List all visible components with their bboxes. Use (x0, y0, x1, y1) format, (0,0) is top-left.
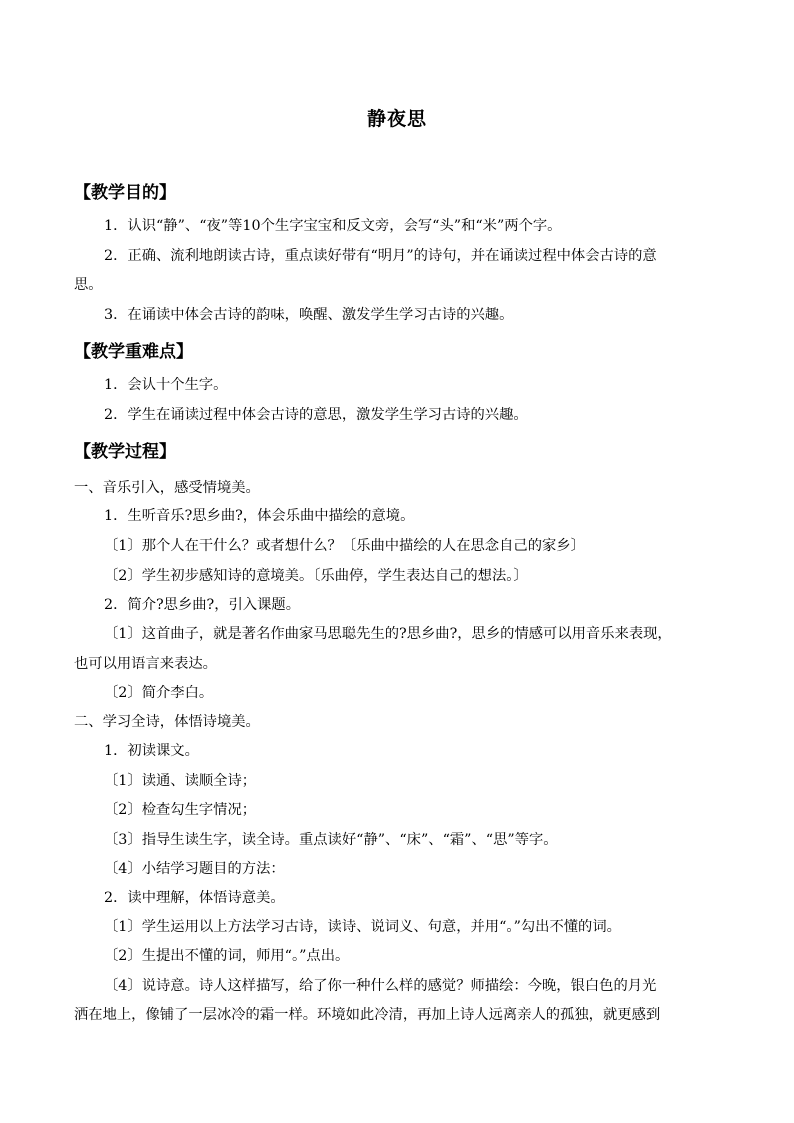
process-line: 〔1〕这首曲子，就是著名作曲家马思聪先生的?思乡曲?，思乡的情感可以用音乐来表现， (104, 626, 672, 642)
process-line: 也可以用语言来表达。 (74, 656, 217, 672)
section-heading-process: 【教学过程】 (74, 442, 176, 462)
objective-line-2: 2．正确、流利地朗读古诗，重点读好带有“明月”的诗句，并在诵读过程中体会古诗的意 (104, 248, 657, 264)
process-line: 2．读中理解，体悟诗意美。 (104, 890, 285, 906)
process-line: 〔4〕小结学习题目的方法： (104, 861, 285, 877)
objective-line-2-cont: 思。 (74, 277, 103, 293)
objective-line-3: 3．在诵读中体会古诗的韵味，唤醒、激发学生学习古诗的兴趣。 (104, 307, 514, 323)
key-point-line-2: 2．学生在诵读过程中体会古诗的意思，激发学生学习古诗的兴趣。 (104, 407, 528, 423)
process-line: 〔1〕读通、读顺全诗； (104, 773, 257, 789)
process-line: 〔1〕学生运用以上方法学习古诗，读诗、说词义、句意，并用“。”勾出不懂的词。 (104, 919, 621, 935)
key-point-line-1: 1．会认十个生字。 (104, 377, 228, 393)
objective-line-1: 1．认识“静”、“夜”等10个生字宝宝和反文旁，会写“头”和“米”两个字。 (104, 218, 562, 234)
process-line: 1．生听音乐?思乡曲?，体会乐曲中描绘的意境。 (104, 508, 415, 524)
process-line: 洒在地上，像铺了一层冰冷的霜一样。环境如此冷清，再加上诗人远离亲人的孤独，就更感到 (74, 1007, 661, 1023)
document-title: 静夜思 (366, 108, 427, 130)
process-line: 〔2〕生提出不懂的词，师用“。”点出。 (104, 948, 350, 964)
section-heading-key-points: 【教学重难点】 (74, 342, 193, 362)
section-heading-objectives: 【教学目的】 (74, 183, 176, 203)
process-line: 〔4〕说诗意。诗人这样描写，给了你一种什么样的感觉？师描绘：今晚，银白色的月光 (104, 978, 657, 994)
process-line: 1．初读课文。 (104, 743, 199, 759)
process-line: 2．简介?思乡曲?，引入课题。 (104, 597, 300, 613)
process-line: 〔2〕简介李白。 (104, 685, 214, 701)
process-line: 〔1〕那个人在干什么？或者想什么？〔乐曲中描绘的人在思念自己的家乡〕 (104, 538, 585, 554)
process-line: 〔3〕指导生读生字，读全诗。重点读好“静”、“床”、“霜”、“思”等字。 (104, 832, 558, 848)
process-line: 〔2〕检查勾生字情况； (104, 802, 257, 818)
process-line: 二、学习全诗，体悟诗境美。 (74, 714, 260, 730)
process-line: 〔2〕学生初步感知诗的意境美。〔乐曲停，学生表达自己的想法。〕 (104, 568, 528, 584)
process-line: 一、音乐引入，感受情境美。 (74, 480, 260, 496)
